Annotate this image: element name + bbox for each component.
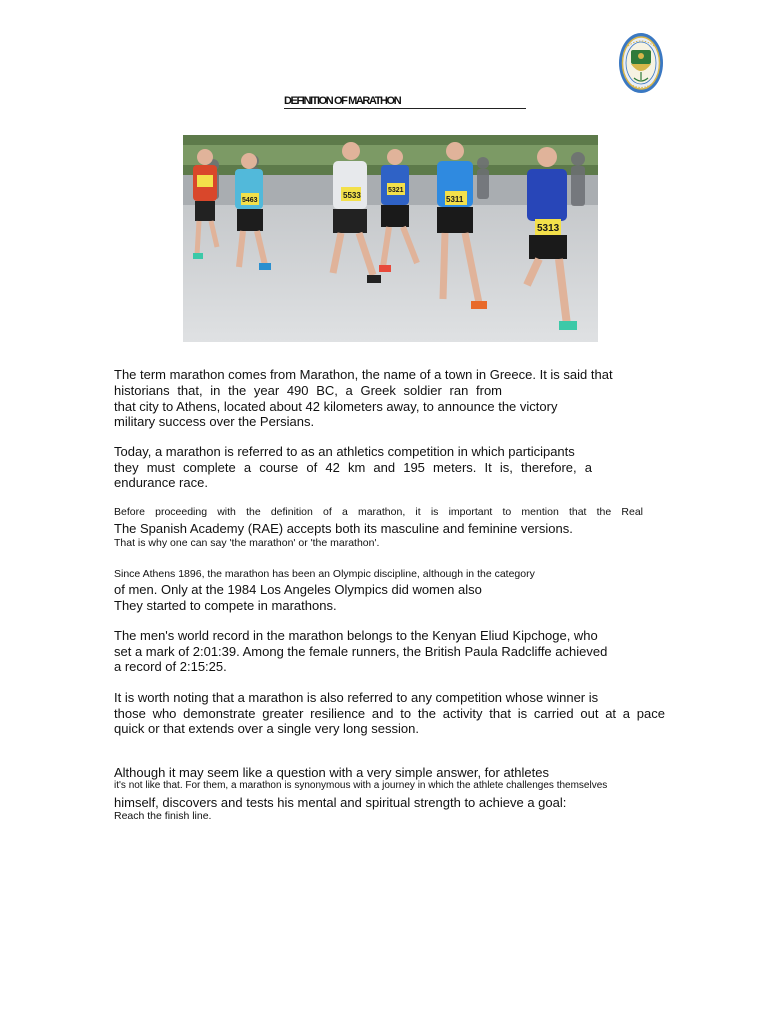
paragraph-7-line-4: Reach the finish line. xyxy=(114,810,212,822)
paragraph-4-line-3: They started to compete in marathons. xyxy=(114,598,337,613)
paragraph-6-line-1: It is worth noting that a marathon is also referred to any competition whose winner is xyxy=(114,690,599,705)
paragraph-5-line-3: a record of 2:15:25. xyxy=(114,659,227,674)
paragraph-4-line-1: Since Athens 1896, the marathon has been an Olympic discipline, although in the category xyxy=(114,568,535,580)
paragraph-5-line-1: The men's world record in the marathon belongs to the Kenyan Eliud Kipchoge, who xyxy=(114,628,598,643)
paragraph-2-line-3: endurance race. xyxy=(114,475,208,490)
paragraph-3-line-1: Before proceeding with the definition of a marathon, it is important to mention that the Real xyxy=(114,506,643,518)
paragraph-6-line-2: those who demonstrate greater resilience and to the activity that is carried out at a pace xyxy=(114,706,665,721)
bib-number: 5311 xyxy=(446,195,464,204)
paragraph-7-line-1: Although it may seem like a question with a very simple answer, for athletes xyxy=(114,765,549,780)
paragraph-7-line-3: himself, discovers and tests his mental and spiritual strength to achieve a goal: xyxy=(114,795,567,810)
bib-number: 5321 xyxy=(388,187,404,194)
paragraph-1-line-1: The term marathon comes from Marathon, the name of a town in Greece. It is said that xyxy=(114,367,613,382)
paragraph-1-line-3: that city to Athens, located about 42 kilometers away, to announce the victory xyxy=(114,399,558,414)
paragraph-2-line-1: Today, a marathon is referred to as an athletics competition in which participants xyxy=(114,444,575,459)
paragraph-3-line-2: The Spanish Academy (RAE) accepts both its masculine and feminine versions. xyxy=(114,521,573,536)
document-title: DEFINITION OF MARATHON xyxy=(284,95,526,109)
marathon-runners-photo xyxy=(183,135,598,342)
paragraph-1-line-2: historians that, in the year 490 BC, a Greek soldier ran from xyxy=(114,383,502,398)
paragraph-2-line-2: they must complete a course of 42 km and 195 meters. It is, therefore, a xyxy=(114,460,592,475)
institution-seal-logo xyxy=(618,32,664,94)
paragraph-4-line-2: of men. Only at the 1984 Los Angeles Olympics did women also xyxy=(114,582,482,597)
paragraph-1-line-4: military success over the Persians. xyxy=(114,414,315,429)
paragraph-7-line-2: it's not like that. For them, a marathon is synonymous with a journey in which the athlete challenges themselves xyxy=(114,780,608,791)
bib-number: 5463 xyxy=(242,197,258,204)
bib-number: 5313 xyxy=(537,223,560,234)
paragraph-3-line-3: That is why one can say 'the marathon' or 'the marathon'. xyxy=(114,537,380,549)
paragraph-6-line-3: quick or that extends over a single very long session. xyxy=(114,721,419,736)
paragraph-5-line-2: set a mark of 2:01:39. Among the female runners, the British Paula Radcliffe achieved xyxy=(114,644,608,659)
bib-number: 5533 xyxy=(343,191,361,200)
